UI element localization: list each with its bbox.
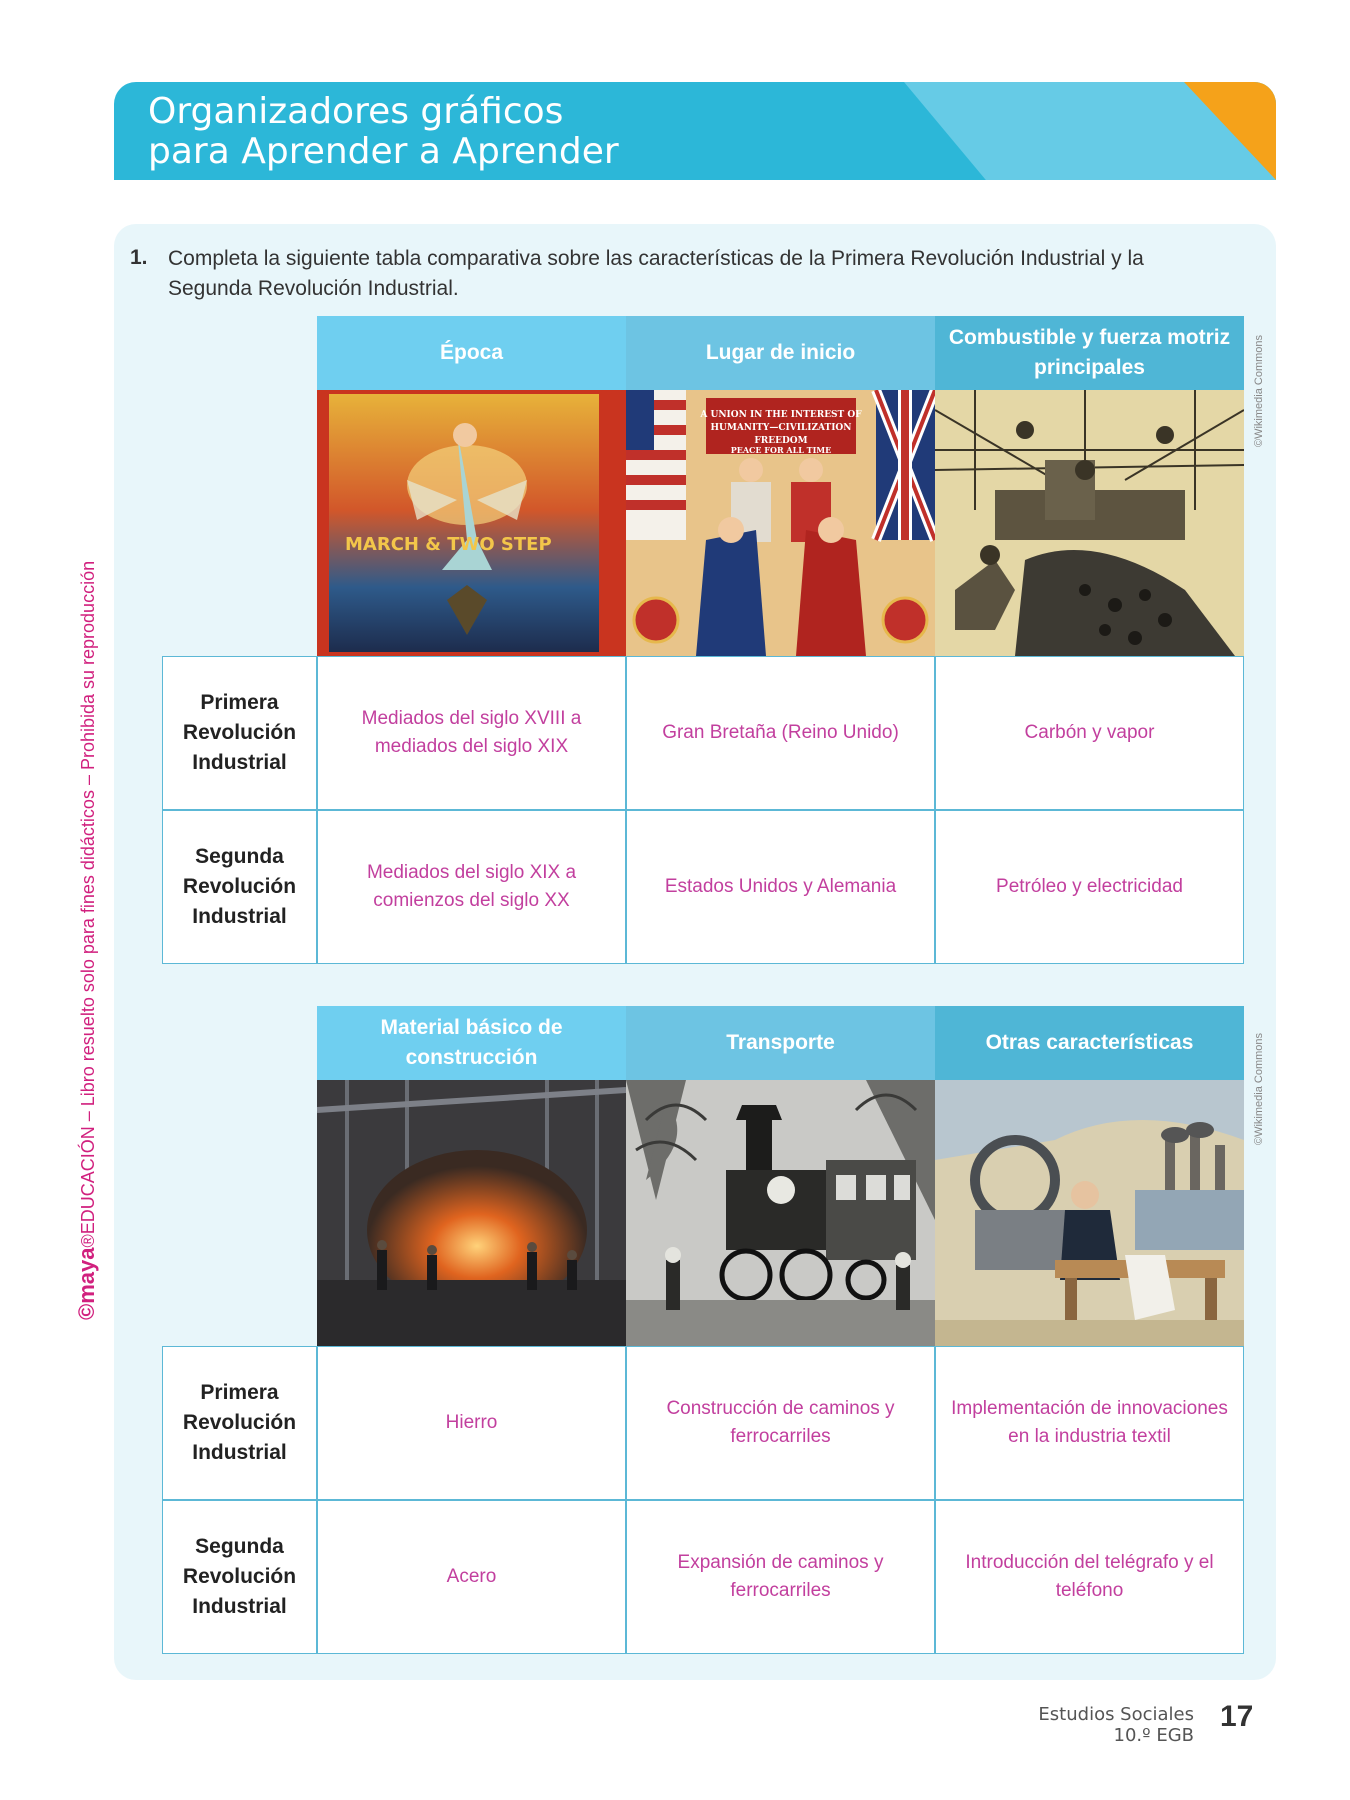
cell-otras-primera: Implementación de innovaciones en la industria textil <box>935 1346 1244 1500</box>
row-label-primera: Primera Revolución Industrial <box>162 656 317 810</box>
page-title-line1: Organizadores gráficos <box>148 91 564 132</box>
header-combustible: Combustible y fuerza motriz principales <box>935 316 1244 390</box>
page-title <box>148 92 619 172</box>
brand-logo: ©maya <box>74 1247 99 1320</box>
comparison-table-1 <box>162 316 1242 970</box>
question-number: 1. <box>130 246 148 269</box>
cell-epoca-segunda: Mediados del siglo XIX a comienzos del siglo XX <box>317 810 626 964</box>
page-title-line2: para Aprender a Aprender <box>148 131 619 172</box>
cell-epoca-primera: Mediados del siglo XVIII a mediados del siglo XIX <box>317 656 626 810</box>
side-copyright-text: ®EDUCACIÓN – Libro resuelto solo para fines didácticos – Prohibida su reproducción <box>78 560 98 1248</box>
poster-march-two-step-image <box>317 390 626 656</box>
image-credit-1: ©Wikimedia Commons <box>1253 334 1265 447</box>
comparison-table-2 <box>162 1006 1242 1660</box>
dua-title: DUA <box>1044 18 1096 45</box>
image-credit-2: ©Wikimedia Commons <box>1253 1032 1265 1145</box>
engraving-locomotive-image <box>626 1080 935 1346</box>
cell-material-primera: Hierro <box>317 1346 626 1500</box>
cell-combustible-segunda: Petróleo y electricidad <box>935 810 1244 964</box>
poster-union-freedom-image <box>626 390 935 656</box>
footer-subject <box>1010 1704 1194 1746</box>
svg-text:FREEDOM: FREEDOM <box>754 436 808 446</box>
cell-transporte-segunda: Expansión de caminos y ferrocarriles <box>626 1500 935 1654</box>
painting-steel-mill-image <box>317 1080 626 1346</box>
question-text: Completa la siguiente tabla comparativa sobre las características de la Primera Revolución Industrial y la Segunda Revolución Industrial. <box>168 247 1144 300</box>
cell-material-segunda: Acero <box>317 1500 626 1654</box>
header-otras: Otras características <box>935 1006 1244 1080</box>
cell-lugar-segunda: Estados Unidos y Alemania <box>626 810 935 964</box>
cell-combustible-primera: Carbón y vapor <box>935 656 1244 810</box>
row-label-primera-2: Primera Revolución Industrial <box>162 1346 317 1500</box>
engraving-workers-coal-image <box>935 390 1244 656</box>
footer-subject-name: Estudios Sociales <box>1038 1704 1194 1725</box>
row-label-segunda-2: Segunda Revolución Industrial <box>162 1500 317 1654</box>
illustration-telegraph-operator-image <box>935 1080 1244 1346</box>
svg-text:PEACE FOR ALL TIME: PEACE FOR ALL TIME <box>730 445 832 455</box>
header-lugar-inicio: Lugar de inicio <box>626 316 935 390</box>
svg-text:HUMANITY—CIVILIZATION: HUMANITY—CIVILIZATION <box>710 423 852 433</box>
cell-lugar-primera: Gran Bretaña (Reino Unido) <box>626 656 935 810</box>
cell-transporte-primera: Construcción de caminos y ferrocarriles <box>626 1346 935 1500</box>
header-material: Material básico de construcción <box>317 1006 626 1080</box>
header-epoca: Época <box>317 316 626 390</box>
svg-text:A UNION IN THE INTEREST OF: A UNION IN THE INTEREST OF <box>700 410 862 420</box>
header-banner <box>114 82 1276 180</box>
header-transporte: Transporte <box>626 1006 935 1080</box>
row-label-segunda: Segunda Revolución Industrial <box>162 810 317 964</box>
footer-grade: 10.º EGB <box>1113 1725 1194 1746</box>
side-copyright <box>72 480 102 1320</box>
page-number: 17 <box>1220 1700 1254 1733</box>
dua-subtitle: Acción y expresión <box>973 52 1167 75</box>
cell-otras-segunda: Introducción del telégrafo y el teléfono <box>935 1500 1244 1654</box>
poster-text: MARCH & TWO STEP <box>345 534 552 555</box>
